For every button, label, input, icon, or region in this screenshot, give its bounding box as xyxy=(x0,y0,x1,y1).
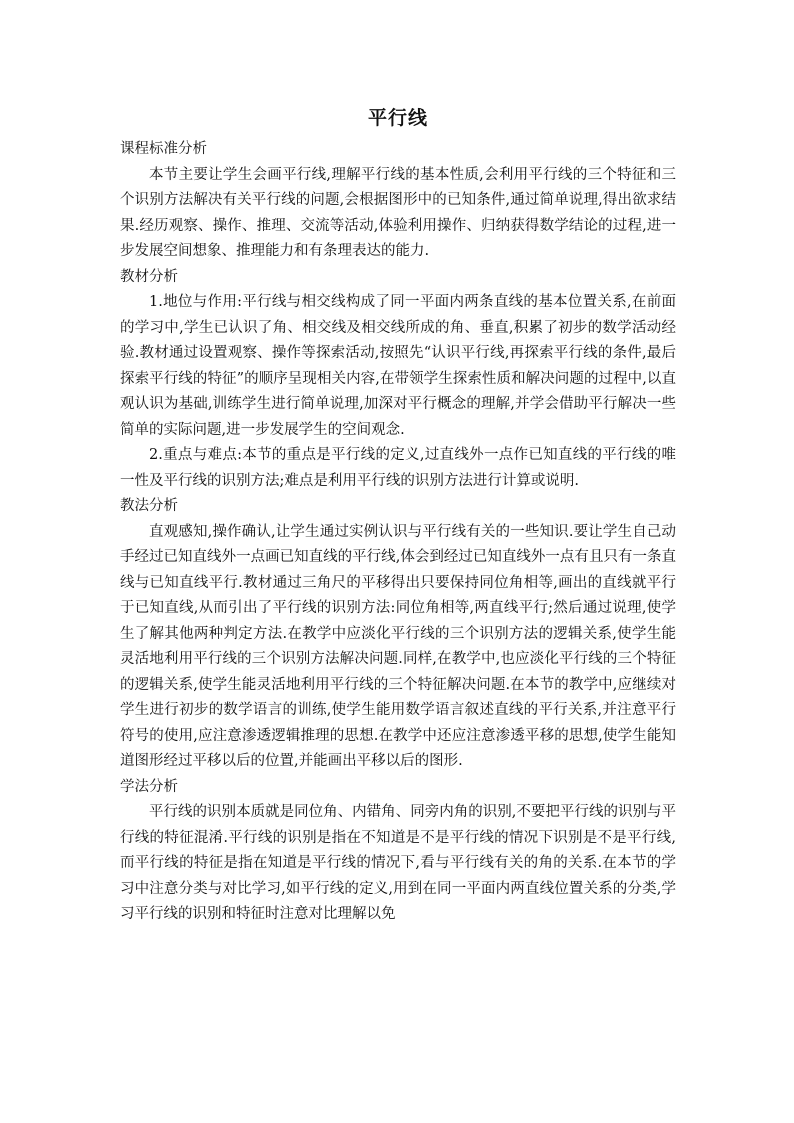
section-heading: 教材分析 xyxy=(120,268,178,285)
section-learning-method xyxy=(120,775,676,928)
section-paragraph: 2.重点与难点:本节的重点是平行线的定义,过直线外一点作已知直线的平行线的唯一性及平行线的识别方法;难点是利用平行线的识别方法进行计算或说明. xyxy=(120,447,676,489)
document-page xyxy=(120,103,676,928)
section-heading: 学法分析 xyxy=(120,778,178,795)
section-paragraph: 1.地位与作用:平行线与相交线构成了同一平面内两条直线的基本位置关系,在前面的学习中,学生已认识了角、相交线及相交线所成的角、垂直,积累了初步的数学活动经验.教材通过设置观察、操作等探索活动,按照先“认识平行线,再探索平行线的条件,最后探索平行线的特征”的顺序呈现相关内容,在带领学生探索性质和解决问题的过程中,以直观认识为基础,训练学生进行简单说理,加深对平行概念的理解,并学会借助平行解决一些简单的实际问题,进一步发展学生的空间观念. xyxy=(120,294,676,438)
section-heading: 教法分析 xyxy=(120,498,178,514)
section-paragraph: 本节主要让学生会画平行线,理解平行线的基本性质,会利用平行线的三个特征和三个识别方法解决有关平行线的问题,会根据图形中的已知条件,通过简单说理,得出欲求结果.经历观察、操作、推理、交流等活动,体验利用操作、归纳获得数学结论的过程,进一步发展空间想象、推理能力和有条理表达的能力. xyxy=(120,166,676,259)
document-title: 平行线 xyxy=(367,107,428,129)
section-textbook-analysis xyxy=(120,265,676,495)
section-paragraph: 平行线的识别本质就是同位角、内错角、同旁内角的识别,不要把平行线的识别与平行线的特征混淆.平行线的识别是指在不知道是不是平行线的情况下识别是不是平行线,而平行线的特征是指在知道是平行线的情况下,看与平行线有关的角的关系.在本节的学习中注意分类与对比学习,如平行线的定义,用到在同一平面内两直线位置关系的分类,学习平行线的识别和特征时注意对比理解以免 xyxy=(120,804,676,922)
section-curriculum-standard xyxy=(120,137,676,265)
section-teaching-method xyxy=(120,494,676,775)
section-paragraph: 直观感知,操作确认,让学生通过实例认识与平行线有关的一些知识.要让学生自己动手经过已知直线外一点画已知直线的平行线,体会到经过已知直线外一点有且只有一条直线与已知直线平行.教材通过三角尺的平移得出只要保持同位角相等,画出的直线就平行于已知直线,从而引出了平行线的识别方法:同位角相等,两直线平行;然后通过说理,使学生了解其他两种判定方法.在教学中应淡化平行线的三个识别方法的逻辑关系,使学生能灵活地利用平行线的三个识别方法解决问题.同样,在教学中,也应淡化平行线的三个特征的逻辑关系,使学生能灵活地利用平行线的三个特征解决问题.在本节的教学中,应继续对学生进行初步的数学语言的训练,使学生能用数学语言叙述直线的平行关系,并注意平行符号的使用,应注意渗透逻辑推理的思想.在教学中还应注意渗透平移的思想,使学生能知道图形经过平移以后的位置,并能画出平移以后的图形. xyxy=(120,523,676,769)
section-heading: 课程标准分析 xyxy=(120,141,207,157)
